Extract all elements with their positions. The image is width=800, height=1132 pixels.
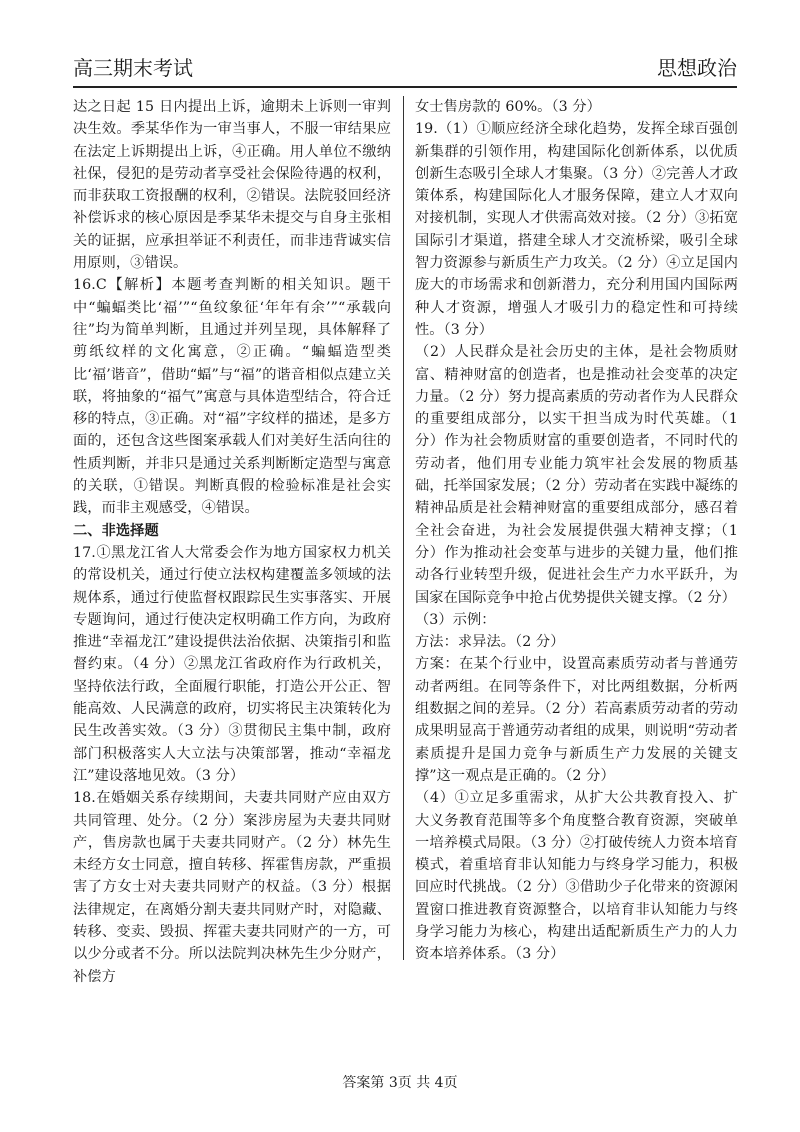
right-column: [415, 96, 738, 1036]
paragraph: 19.（1）①顺应经济全球化趋势，发挥全球百强创新集群的引领作用，构建国际化创新体系，以优质创新生态吸引全球人才集聚。（3 分）②完善人才政策体系，构建国际化人才服务保障，建立人才双向对接机制，实现人才供需高效对接。（2 分）③拓宽国际引才渠道，搭建全球人才交流桥梁，吸引全球智力资源参与新质生产力攻关。（2 分）④立足国内庞大的市场需求和创新潜力，充分利用国内国际两种人才资源，增强人才吸引力的稳定性和可持续性。（3 分）: [415, 121, 738, 338]
paragraph: 女士售房款的 60%。（3 分）: [415, 99, 601, 115]
paragraph: （2）人民群众是社会历史的主体，是社会物质财富、精神财富的创造者，也是推动社会变革的决定力量。（2 分）努力提高素质的劳动者作为人民群众的重要组成部分，以实干担当成为时代英雄。（1 分）作为社会物质财富的重要创造者，不同时代的劳动者，他们用专业能力筑牢社会发展的物质基础，托举国家发展；（2 分）劳动者在实践中凝练的精神品质是社会精神财富的重要组成部分，感召着全社会奋进，为社会发展提供强大精神支撑；（1 分）作为推动社会变革与进步的关键力量，他们推动各行业转型升级，促进社会生产力水平跃升，为国家在国际竞争中抢占优势提供关键支撑。（2 分）: [415, 344, 738, 606]
section-heading: 二、非选择题: [73, 522, 159, 539]
paragraph: （3）示例：: [415, 611, 496, 628]
paragraph: 17.①黑龙江省人大常委会作为地方国家权力机关的常设机关，通过行使立法权构建覆盖多领域的法规体系，通过行使监督权跟踪民生实事落实、开展专题询问，通过行使决定权明确工作方向，为政府推进“幸福龙江”建设提供法治依据、决策指引和监督约束。（4 分）②黑龙江省政府作为行政机关，坚持依法行政，全面履行职能，打造公开公正、智能高效、人民满意的政府，切实将民主决策转化为民生改善实效。（3 分）③贯彻民主集中制，政府部门积极落实人大立法与决策部署，推动“幸福龙江”建设落地见效。（3 分）: [73, 544, 391, 784]
paragraph: 16.C【解析】本题考查判断的相关知识。题干中“蝙蝠类比‘福’”“鱼纹象征‘年年有余’”“承载向往”均为简单判断，且通过并列呈现，具体解释了剪纸纹样的文化寓意，②正确。“蝙蝠造型类比‘福’谐音”，借助“蝠”与“福”的谐音相似点建立关联，将抽象的“福气”寓意与具体造型结合，符合迁移的特点，③正确。对“福”字纹样的描述，是多方面的，还包含这些图案承载人们对美好生活向往的性质判断，并非只是通过关系判断断定造型与寓意的关联，①错误。判断真假的检验标准是社会实践，而非主观感受，④错误。: [73, 277, 391, 517]
paragraph: 达之日起 15 日内提出上诉，逾期未上诉则一审判决生效。季某华作为一审当事人，不服一审结果应在法定上诉期提出上诉，④正确。用人单位不缴纳社保，侵犯的是劳动者享受社会保险待遇的权利，而非获取工资报酬的权利，②错误。法院驳回经济补偿诉求的核心原因是季某华未提交与自身主张相关的证据，应承担举证不利责任，而非违背诚实信用原则，③错误。: [73, 99, 391, 272]
paragraph: 方法：求异法。（2 分）: [415, 634, 565, 651]
page-header: [73, 50, 737, 88]
page-footer: 答案第 3页 共 4页: [342, 1075, 458, 1091]
paragraph: （4）①立足多重需求，从扩大公共教育投入、扩大义务教育范围等多个角度整合教育资源，突破单一培养模式局限。（3 分）②打破传统人力资本培育模式，着重培育非认知能力与终身学习能力，积极回应时代挑战。（2 分）③借助少子化带来的资源闲置窗口推进教育资源整合，以培育非认知能力与终身学习能力为核心，构建出适配新质生产力的人力资本培养体系。（3 分）: [415, 790, 738, 963]
paragraph: 方案：在某个行业中，设置高素质劳动者与普通劳动者两组。在同等条件下，对比两组数据，分析两组数据之间的差异。（2 分）若高素质劳动者的劳动成果明显高于普通劳动者组的成果，则说明“劳动者素质提升是国力竞争与新质生产力发展的关键支撑”这一观点是正确的。（2 分）: [415, 656, 738, 784]
left-column: [73, 96, 391, 1036]
paragraph: 18.在婚姻关系存续期间，夫妻共同财产应由双方共同管理、处分。（2 分）案涉房屋为夫妻共同财产，售房款也属于夫妻共同财产。（2 分）林先生未经方女士同意，擅自转移、挥霍售房款，严重损害了方女士对夫妻共同财产的权益。（3 分）根据法律规定，在离婚分割夫妻共同财产时，对隐藏、转移、变卖、毁损、挥霍夫妻共同财产的一方，可以少分或者不分。所以法院判决林先生少分财产，补偿方: [73, 790, 391, 985]
column-divider: [403, 96, 404, 960]
exam-title: 高三期末考试: [73, 56, 193, 80]
subject-title: 思想政治: [657, 56, 737, 80]
